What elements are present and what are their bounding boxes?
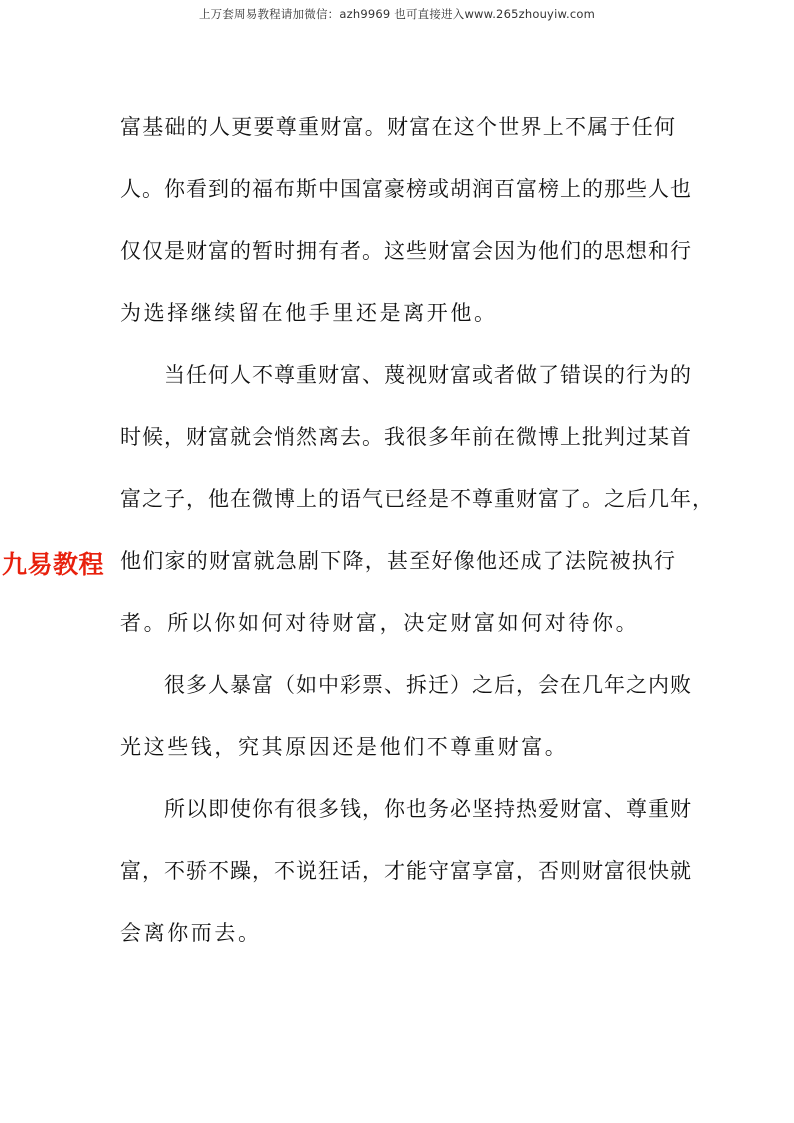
paragraph-line: 他们家的财富就急剧下降，甚至好像他还成了法院被执行 xyxy=(120,549,676,573)
paragraph-line: 为选择继续留在他手里还是离开他。 xyxy=(120,301,498,325)
paragraph-line: 时候，财富就会悄然离去。我很多年前在微博上批判过某首 xyxy=(120,425,692,449)
paragraph-line: 者。所以你如何对待财富，决定财富如何对待你。 xyxy=(120,611,640,635)
paragraph-line: 当任何人不尊重财富、蔑视财富或者做了错误的行为的 xyxy=(164,363,692,387)
paragraph-line: 富，不骄不躁，不说狂话，才能守富享富，否则财富很快就 xyxy=(120,859,692,883)
paragraph-line: 人。你看到的福布斯中国富豪榜或胡润百富榜上的那些人也 xyxy=(120,177,692,201)
paragraph-line: 仅仅是财富的暂时拥有者。这些财富会因为他们的思想和行 xyxy=(120,239,692,263)
paragraph-line: 所以即使你有很多钱，你也务必坚持热爱财富、尊重财 xyxy=(164,797,692,821)
watermark-logo: 九易教程 xyxy=(2,550,105,579)
paragraph-line: 会离你而去。 xyxy=(120,921,262,945)
paragraph-line: 很多人暴富（如中彩票、拆迁）之后，会在几年之内败 xyxy=(164,673,692,697)
page-header-banner: 上万套周易教程请加微信：azh9969 也可直接进入www.265zhouyiw.com xyxy=(198,7,596,21)
paragraph-line: 富之子，他在微博上的语气已经是不尊重财富了。之后几年， xyxy=(120,487,714,511)
paragraph-line: 富基础的人更要尊重财富。财富在这个世界上不属于任何 xyxy=(120,115,676,139)
paragraph-line: 光这些钱，究其原因还是他们不尊重财富。 xyxy=(120,735,569,759)
